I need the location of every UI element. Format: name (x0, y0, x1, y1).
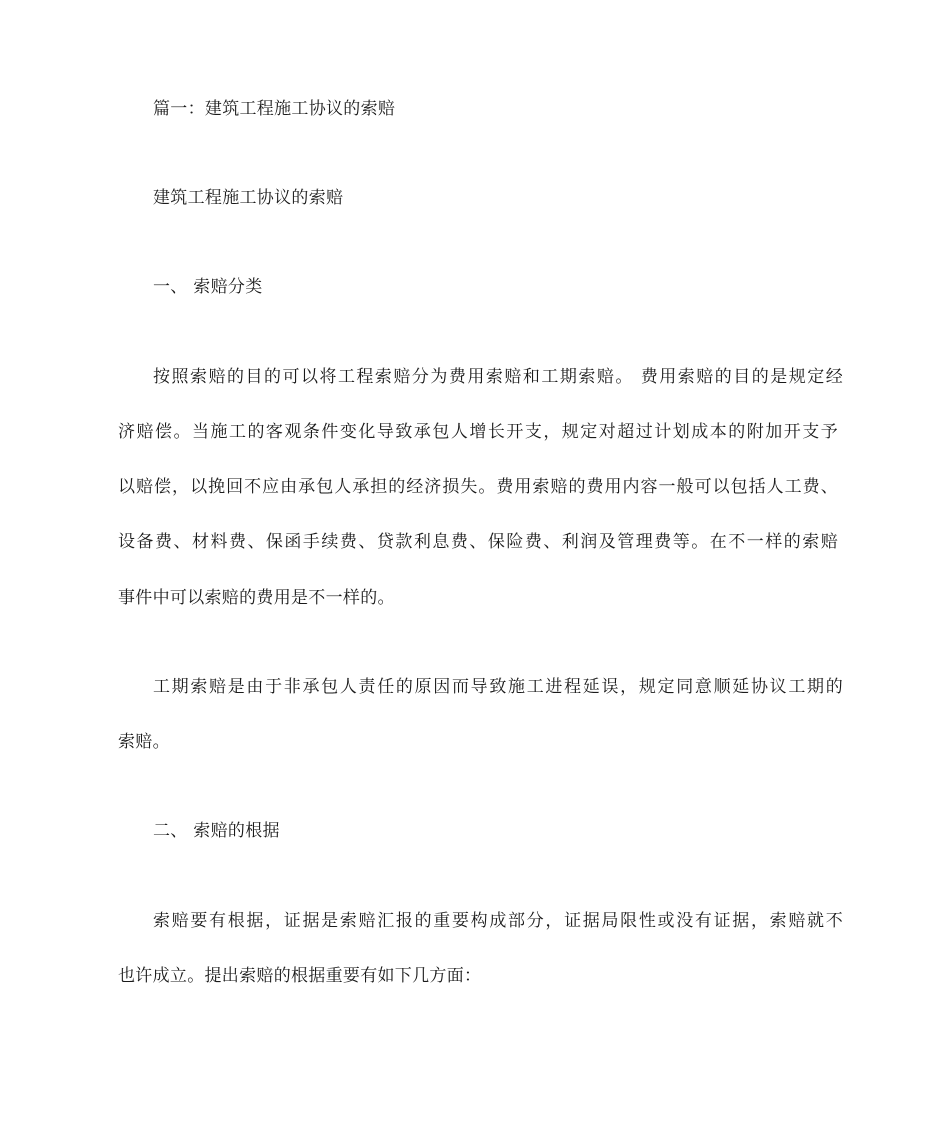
paragraph-line: 工期索赔是由于非承包人责任的原因而导致施工进程延误，规定同意顺延协议工期的 (153, 677, 843, 697)
paragraph-line: 也许成立。提出索赔的根据重要有如下几方面： (118, 966, 482, 986)
section-heading: 二、 索赔的根据 (153, 821, 280, 841)
document-title: 篇一：建筑工程施工协议的索赔 (153, 99, 396, 119)
paragraph-line: 索赔要有根据，证据是索赔汇报的重要构成部分，证据局限性或没有证据，索赔就不 (153, 911, 843, 931)
paragraph-line: 设备费、材料费、保函手续费、贷款利息费、保险费、利润及管理费等。在不一样的索赔 (118, 532, 838, 552)
section-heading: 建筑工程施工协议的索赔 (153, 188, 344, 208)
section-heading: 一、 索赔分类 (153, 277, 263, 297)
paragraph-line: 事件中可以索赔的费用是不一样的。 (118, 588, 395, 608)
paragraph-line: 索赔。 (118, 732, 170, 752)
paragraph-line: 以赔偿，以挽回不应由承包人承担的经济损失。费用索赔的费用内容一般可以包括人工费、 (118, 477, 838, 497)
paragraph-line: 济赔偿。当施工的客观条件变化导致承包人增长开支，规定对超过计划成本的附加开支予 (118, 422, 838, 442)
paragraph-line: 按照索赔的目的可以将工程索赔分为费用索赔和工期索赔。 费用索赔的目的是规定经 (153, 367, 843, 387)
